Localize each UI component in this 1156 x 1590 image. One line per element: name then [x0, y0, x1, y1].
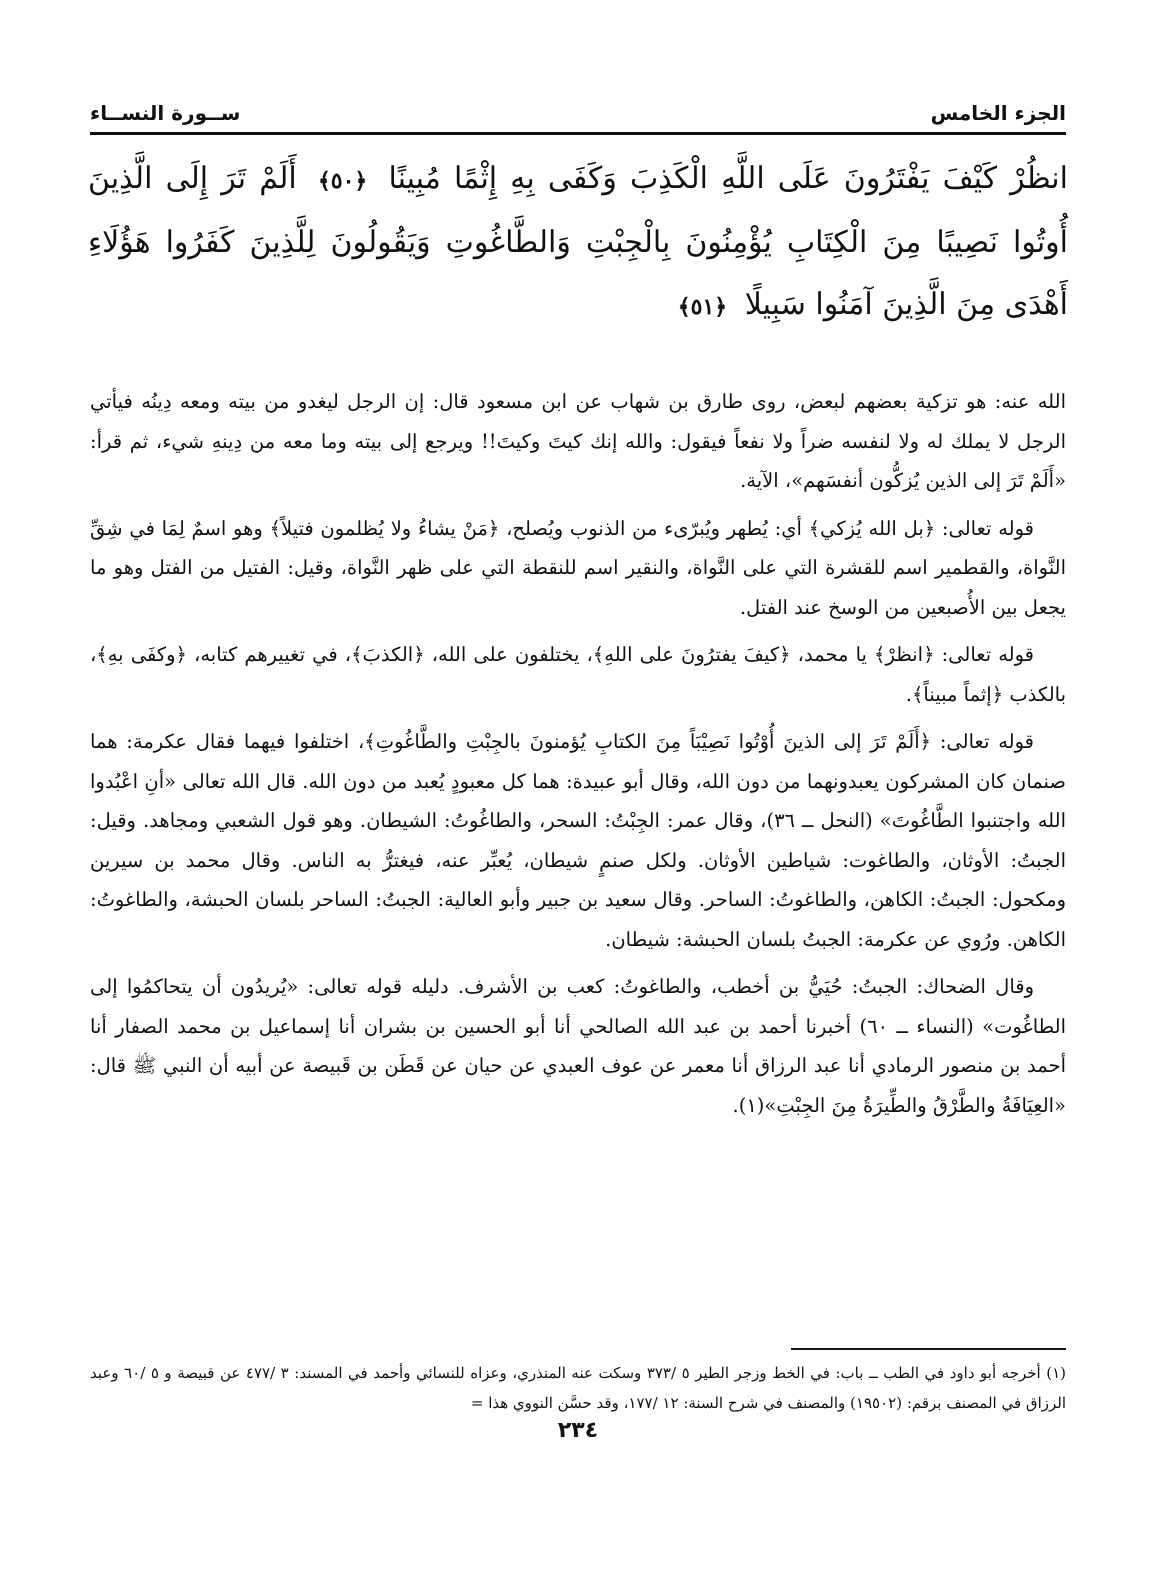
verse-line-2: أُوتُوا نَصِيبًا مِنَ الْكِتَابِ يُؤْمِنُونَ بِالْجِبْتِ وَالطَّاغُوتِ وَيَقُولُونَ لِلَّذِينَ كَفَرُوا [165, 225, 1068, 260]
part-title: الجزء الخامس [930, 101, 1066, 125]
page-number: ٢٣٤ [557, 1418, 599, 1443]
running-header [90, 96, 1066, 130]
verse-line-3: هَؤُلَاءِ أَهْدَى مِنَ الَّذِينَ آمَنُوا سَبِيلًا [88, 225, 1068, 322]
quran-verses [88, 148, 1068, 338]
verse-line-1: انظُرْ كَيْفَ يَفْتَرُونَ عَلَى اللَّهِ الْكَذِبَ وَكَفَى بِهِ إِثْمًا مُبِينًا [388, 161, 1068, 196]
paragraph-4: قوله تعالى: ﴿أَلَمْ تَرَ إلى الذينَ أُوْتُوا نَصِيْبَاً مِنَ الكتابِ يُؤمنونَ بالجِبْتِ والطَّاغُوتِ﴾، اختلفوا فيهما فقال عكرمة: هما صنمان كان المشركون يعبدونهما من دون الله، وقال أبو عبيدة: هما كل معبودٍ يُعبد من دون الله. قال الله تعالى «أنِ اعْبُدوا الله واجتنبوا الطَّاغُوتَ» (النحل ــ ٣٦)، وقال عمر: الجِبْتُ: السحر، والطاغُوتُ: الشيطان. وهو قول الشعبي ومجاهد. وقيل: الجبتُ: الأوثان، والطاغوت: شياطين الأوثان. ولكل صنمٍ شيطان، يُعبِّر عنه، فيغترُّ به الناس. وقال محمد بن سيرين ومكحول: الجبتُ: الكاهن، والطاغوتُ: الساحر. وقال سعيد بن جبير وأبو العالية: الجبتُ: الساحر بلسان الحبشة، والطاغوتُ: الكاهن. ورُوي عن عكرمة: الجبتُ بلسان الحبشة: شيطان. [90, 730, 1066, 951]
paragraph-5: وقال الضحاك: الجبتُ: حُيَيُّ بن أخطب، والطاغوتُ: كعب بن الأشرف. دليله قوله تعالى: «يُريدُون أن يتحاكمُوا إلى الطاغُوت» (النساء ــ ٦٠) أخبرنا أحمد بن عبد الله الصالحي أنا أبو الحسين بن بشران أنا إسماعيل بن محمد الصفار أنا أحمد بن منصور الرمادي أنا عبد الرزاق أنا معمر عن عوف العبدي عن حيان عن قَطَن بن قَبيصة عن أبيه أن النبي ﷺ قال: «العِيَافَةُ والطَّرْقُ والطِّيرَةُ مِنَ الجِبْتِ»(١). [90, 975, 1066, 1117]
footnote: (١) أخرجه أبو داود في الطب ــ باب: في الخط وزجر الطير ٥ /٣٧٣ وسكت عنه المنذري، وعزاه للنسائي وأحمد في المسند: ٣ /٤٧٧ عن قبيصة و ٥ /٦٠ وعبد الرزاق في المصنف برقم: (١٩٥٠٢) والمصنف في شرح السنة: ١٢ /١٧٧، وقد حسَّن النووي هذا = [90, 1364, 1067, 1412]
verse-line-1b: أَلَمْ تَرَ إِلَى الَّذِينَ [88, 161, 297, 196]
ayah-marker-50: ﴿٥٠﴾ [317, 168, 368, 194]
paragraph-2: قوله تعالى: ﴿بل الله يُزكي﴾ أي: يُطهر ويُبرّىء من الذنوب ويُصلح، ﴿مَنْ يشاءُ ولا يُظلمون فتيلاً﴾ وهو اسمٌ لِمَا في شِقِّ النَّواة، والقطمير اسم للقشرة التي على النَّواة، والنقير اسم للنقطة التي على ظهر النَّواة، وقيل: الفتيل من الفتل وهو ما يجعل بين الأُصبعين من الوسخ عند الفتل. [90, 516, 1066, 619]
ayah-marker-51: ﴿٥١﴾ [677, 294, 728, 320]
surah-title: ســورة النســاء [90, 101, 241, 125]
paragraph-3: قوله تعالى: ﴿انظرْ﴾ يا محمد، ﴿كيفَ يفترُونَ على اللهِ﴾، يختلفون على الله، ﴿الكذبَ﴾، في تغييرهم كتابه، ﴿وكفَى بهِ﴾، بالكذب ﴿إثماً مبيناً﴾. [90, 643, 1066, 706]
paragraph-1: الله عنه: هو تزكية بعضهم لبعض، روى طارق بن شهاب عن ابن مسعود قال: إن الرجل ليغدو من بيته ومعه دِينُه فيأتي الرجل لا يملك له ولا لنفسه ضراً ولا نفعاً فيقول: والله إنك كيتَ وكيتَ!! ويرجع إلى بيته وما معه من دِينهِ شيء، ثم قرأ: «أَلَمْ تَرَ إلى الذين يُزكُّون أنفسَهم»، الآية. [90, 390, 1066, 492]
footnote-rule [791, 1348, 1066, 1350]
header-rule [90, 132, 1066, 135]
commentary-text [90, 382, 1066, 1133]
